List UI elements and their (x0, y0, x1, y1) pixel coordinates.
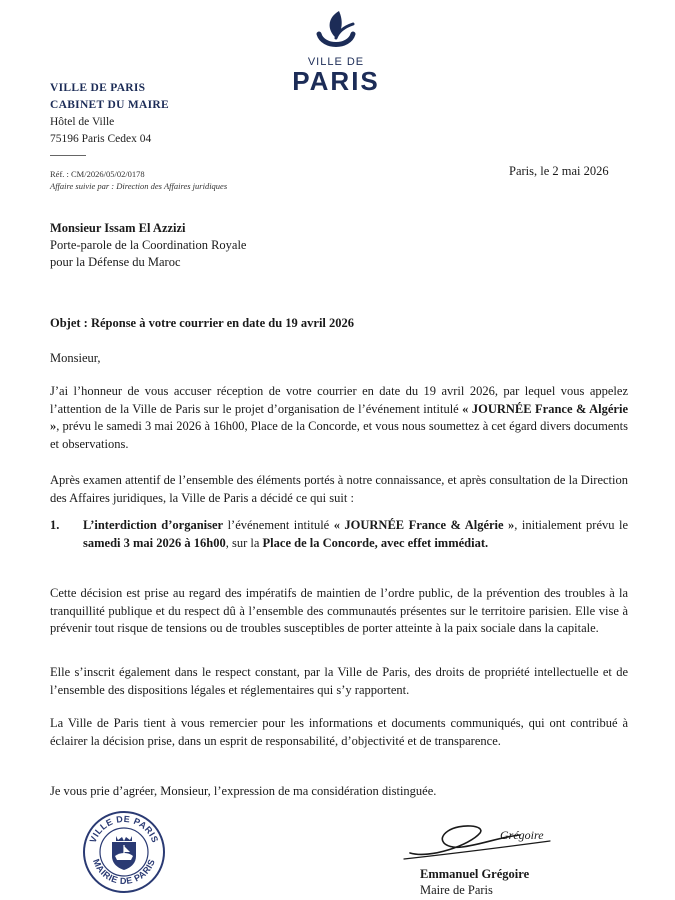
recipient-name: Monsieur Issam El Azzizi (50, 221, 186, 235)
decision-item-d: , initialement prévu le (514, 518, 628, 532)
signer-block (420, 866, 529, 898)
paragraph-1-c: , prévu le samedi 3 mai 2026 à 16h00, Place de la Concorde, et vous nous soumettez à cet égard divers documents et observations. (50, 419, 628, 451)
paragraph-5: La Ville de Paris tient à vous remercier pour les informations et documents communiqués, qui ont contribué à éclairer la décision prise, dans un esprit de responsabilité, d’objectivité et de transparence. (50, 716, 628, 748)
paragraph-4: Elle s’inscrit également dans le respect constant, par la Ville de Paris, des droits de propriété intellectuelle et de l’ensemble des dispositions légales et réglementaires qui s’y rapportent. (50, 665, 628, 697)
ship-logo-icon (309, 8, 363, 54)
sender-address-line1: Hôtel de Ville (50, 116, 115, 128)
paragraph-3: Cette décision est prise au regard des impératifs de maintien de l’ordre public, de la prévention des troubles à la tranquillité publique et du respect dû à l’ensemble des communautés présentes sur le territoire parisien. Elle vise à prévenir tout risque de tensions ou de troubles susceptibles de porter atteinte à la paix sociale dans la capitale. (50, 586, 628, 635)
paragraph-1-a: J’ai l’honneur de vous accuser réception de votre courrier en date du 19 avril 2026, par lequel vous appelez l’attention de la Ville de Paris sur le projet d’organisation de l’événement intitulé (50, 384, 628, 416)
signer-title: Maire de Paris (420, 883, 493, 897)
reference-followup: Affaire suivie par : Direction des Affaires juridiques (50, 181, 228, 191)
recipient-block (50, 220, 246, 271)
handwritten-signature (400, 815, 590, 865)
seal-top-text: VILLE DE PARIS (87, 813, 161, 845)
mairie-seal-stamp (82, 810, 166, 894)
logo-small-text: VILLE DE (307, 56, 365, 68)
decision-item-f: , sur la (225, 535, 263, 550)
paragraph-2: Après examen attentif de l’ensemble des éléments portés à notre connaissance, et après consultation de la Direction des Affaires juridiques, la Ville de Paris a décidé ce qui suit : (50, 473, 628, 505)
seal-crest-icon (112, 836, 136, 870)
decision-item-number: 1. (50, 518, 60, 532)
letter-date: Paris, le 2 mai 2026 (509, 164, 609, 178)
decision-item-g: Place de la Concorde, avec effet immédiat. (262, 535, 489, 550)
decision-item-c: « JOURNÉE France & Algérie » (333, 518, 515, 532)
letter-subject: Objet : Réponse à votre courrier en date du 19 avril 2026 (50, 316, 355, 330)
decision-item-a: L’interdiction d’organiser (83, 518, 224, 532)
svg-text:VILLE DE PARIS (88, 814, 161, 844)
logo-big-text: PARIS (292, 66, 380, 96)
event-title: « JOURNÉE France & Algérie » (50, 401, 628, 433)
seal-bottom-text: MAIRIE DE PARIS (91, 857, 157, 887)
recipient-line2: pour la Défense du Maroc (50, 255, 181, 269)
reference-number: Réf. : CM/2026/05/02/0178 (50, 169, 145, 179)
decision-item-text (83, 517, 628, 552)
decision-item-b: l’événement intitulé (223, 518, 334, 532)
closing-formula: Je vous prie d’agréer, Monsieur, l’expression de ma considération distinguée. (50, 784, 437, 798)
sender-org-line2: CABINET DU MAIRE (50, 99, 169, 111)
sender-block (50, 80, 169, 148)
paragraph-1 (50, 383, 628, 453)
sender-org-line1: VILLE DE PARIS (50, 82, 146, 94)
ville-de-paris-logo (286, 8, 386, 98)
signature-text: Grégoire (500, 828, 544, 842)
decision-item-e: samedi 3 mai 2026 à 16h00 (83, 535, 226, 550)
sender-address-line2: 75196 Paris Cedex 04 (50, 133, 152, 145)
signer-name: Emmanuel Grégoire (420, 867, 530, 881)
decision-item-1 (50, 517, 628, 552)
salutation: Monsieur, (50, 351, 101, 365)
reference-block (50, 168, 227, 192)
sender-divider (50, 155, 86, 156)
recipient-line1: Porte-parole de la Coordination Royale (50, 238, 247, 252)
